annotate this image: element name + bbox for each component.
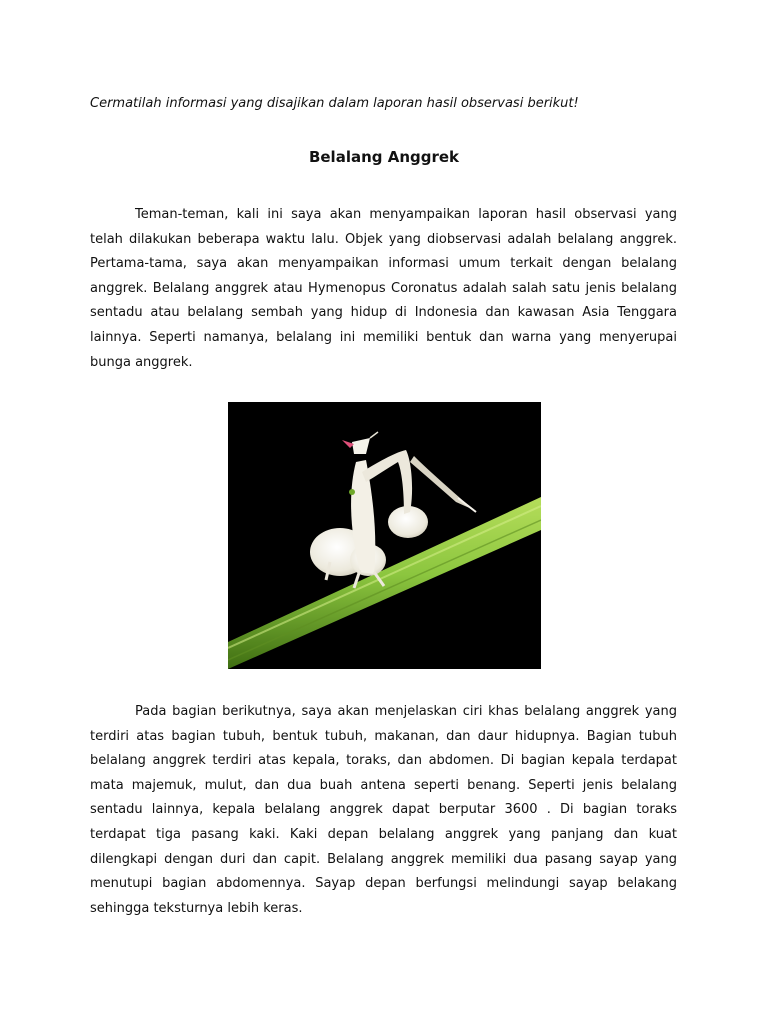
orchid-mantis-photo bbox=[228, 402, 541, 669]
report-title: Belalang Anggrek bbox=[308, 148, 460, 166]
paragraph-features: Pada bagian berikutnya, saya akan menjelaskan ciri khas belalang anggrek yang terdiri atas bagian tubuh, bentuk tubuh, makanan, dan daur hidupnya. Bagian tubuh belalang anggrek terdiri atas kepala, toraks, dan abdomen. Di bagian kepala terdapat mata majemuk, mulut, dan dua buah antena seperti benang. Seperti jenis belalang sentadu lainnya, kepala belalang anggrek dapat berputar 3600 . Di bagian toraks terdapat tiga pasang kaki. Kaki depan belalang anggrek yang panjang dan kuat dilengkapi dengan duri dan capit. Belalang anggrek memiliki dua pasang sayap yang menutupi bagian abdomennya. Sayap depan berfungsi melindungi sayap belakang sehingga teksturnya lebih keras. bbox=[90, 704, 677, 916]
orchid-mantis-illustration bbox=[228, 402, 541, 669]
paragraph-intro: Teman-teman, kali ini saya akan menyampaikan laporan hasil observasi yang telah dilakukan beberapa waktu lalu. Objek yang diobservasi adalah belalang anggrek. Pertama-tama, saya akan menyampaikan informasi umum terkait dengan belalang anggrek. Belalang anggrek atau Hymenopus Coronatus adalah salah satu jenis belalang sentadu atau belalang sembah yang hidup di Indonesia dan kawasan Asia Tenggara lainnya. Seperti namanya, belalang ini memiliki bentuk dan warna yang menyerupai bunga anggrek. bbox=[90, 207, 677, 370]
instruction-text: Cermatilah informasi yang disajikan dalam laporan hasil observasi berikut! bbox=[90, 96, 579, 111]
